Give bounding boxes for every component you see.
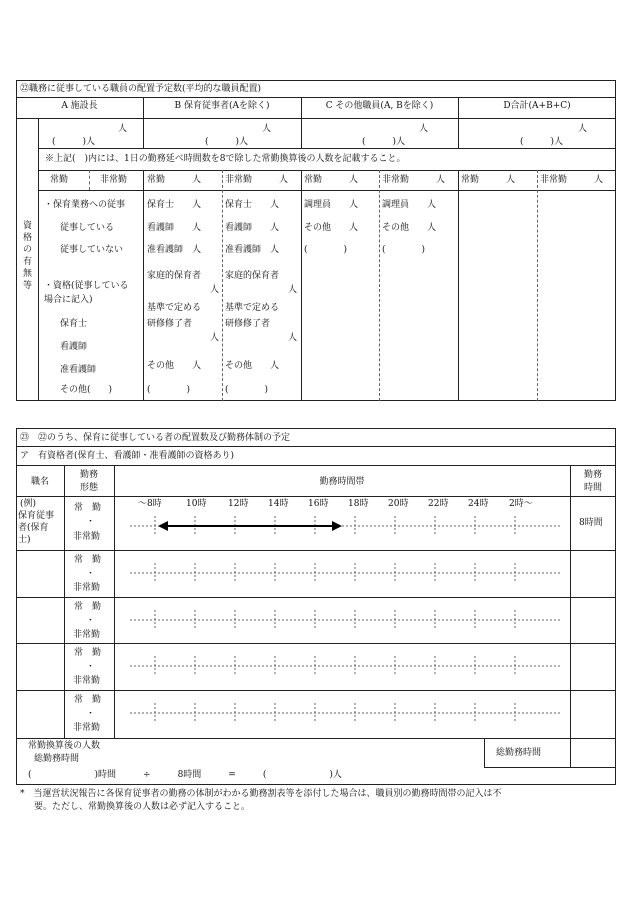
divider — [16, 446, 616, 447]
col-a-header: A 施設長 — [61, 101, 98, 111]
b-h-line-4: 人 — [288, 285, 298, 295]
conv-label-1: 常勤換算後の人数 — [28, 741, 101, 751]
col-line — [301, 170, 302, 401]
a-hijoukin: 非常勤 — [100, 175, 128, 185]
row3-form-2: 非常勤 — [73, 630, 101, 640]
c-h-line-2: ( ) — [382, 245, 426, 255]
divider — [16, 118, 616, 119]
header-hours-2: 時間 — [583, 483, 602, 493]
row5-form-2: 非常勤 — [73, 723, 101, 733]
col-line — [570, 465, 571, 738]
time-label: ～8時 — [138, 499, 162, 509]
time-label: 14時 — [268, 499, 289, 509]
section2-title: ㉓ ㉒のうち、保育に従事している者の配置数及び勤務体制の予定 — [20, 433, 291, 443]
time-label: 2時～ — [509, 499, 533, 509]
conv-label-2: 総勤務時間 — [34, 754, 80, 764]
dash-line — [379, 170, 380, 401]
row1-form-0: 常 勤 — [74, 503, 102, 513]
left-line-0: ・保育業務への従事 — [44, 200, 126, 210]
row2-form-2: 非常勤 — [73, 583, 101, 593]
example-job-1: 保育従事 — [18, 511, 55, 521]
footnote-line-1: * 当運営状況報告に各保育従事者の勤務の体制がわかる勤務割表等を添付した場合は、職員別の勤務時間帯の記入は不 — [20, 789, 502, 799]
row5-form-1: ・ — [86, 709, 96, 719]
col-line — [570, 738, 571, 768]
left-line-7: 准看護師 — [60, 365, 97, 375]
count-a-nin: 人 — [118, 124, 128, 134]
left-line-6: 看護師 — [60, 342, 88, 352]
section1-title: ㉒職務に従事している職員の配置予定数(平均的な職員配置) — [20, 84, 262, 94]
d-hijoukin: 非常勤 人 — [540, 175, 604, 185]
divider — [38, 170, 616, 171]
count-b-paren: ( )人 — [205, 137, 249, 147]
c-h-line-0: 調理員 人 — [382, 200, 437, 210]
conversion-formula: ( )時間 ÷ 8時間 = ( )人 — [28, 770, 342, 780]
row3-form-0: 常 勤 — [74, 602, 102, 612]
b-j-line-8: その他 人 — [147, 361, 202, 371]
time-label: 24時 — [468, 499, 489, 509]
divider — [38, 190, 616, 191]
b-j-line-4: 人 — [210, 285, 220, 295]
col-c-header: C その他職員(A, Bを除く) — [325, 101, 434, 111]
total-hours-label: 総勤務時間 — [496, 748, 542, 758]
section1-frame — [16, 80, 616, 401]
count-c-paren: ( )人 — [362, 137, 406, 147]
count-c-nin: 人 — [419, 124, 429, 134]
b-h-line-7: 人 — [288, 333, 298, 343]
b-joukin: 常勤 人 — [147, 175, 202, 185]
col-line — [458, 97, 459, 148]
b-j-line-1: 看護師 人 — [147, 223, 202, 233]
note-text: ※上記( )内には、1日の勤務延べ時間数を8で除した常勤換算後の人数を記載すること。 — [45, 154, 406, 164]
row4-form-1: ・ — [86, 662, 96, 672]
example-hours: 8時間 — [579, 518, 603, 528]
row4-form-2: 非常勤 — [73, 676, 101, 686]
b-h-line-5: 基準で定める — [225, 303, 280, 313]
side-col-line — [38, 118, 39, 401]
example-job-2: 者(保育 — [18, 523, 49, 533]
footnote-line-2: 要。ただし、常勤換算後の人数は必ず記入すること。 — [34, 802, 251, 812]
c-joukin: 常勤 人 — [304, 175, 359, 185]
header-form-2: 形態 — [79, 483, 98, 493]
b-j-line-7: 人 — [210, 333, 220, 343]
c-j-line-2: ( ) — [304, 245, 348, 255]
col-line — [143, 97, 144, 148]
b-hijoukin: 非常勤 人 — [225, 175, 289, 185]
header-time-band: 勤務時間帯 — [319, 477, 365, 487]
header-job: 職名 — [30, 477, 49, 487]
b-j-line-3: 家庭的保育者 — [147, 271, 202, 281]
row5-form-0: 常 勤 — [74, 695, 102, 705]
left-line-2: 従事していない — [60, 245, 124, 255]
c-h-line-1: その他 人 — [382, 223, 437, 233]
section2-subtitle: ア 有資格者(保育士、看護師・准看護師の資格あり) — [20, 451, 235, 461]
qualification-side-label: 資格の有無等 — [21, 220, 31, 292]
b-h-line-3: 家庭的保育者 — [225, 271, 280, 281]
left-line-4: 場合に記入) — [44, 295, 93, 305]
col-line — [143, 170, 144, 401]
time-label: 10時 — [186, 499, 207, 509]
b-h-line-1: 看護師 人 — [225, 223, 280, 233]
example-shift-arrow — [158, 521, 342, 531]
time-label: 12時 — [228, 499, 249, 509]
dash-line — [222, 170, 223, 401]
col-b-header: B 保育従事者(Aを除く) — [174, 101, 270, 111]
col-line — [64, 465, 65, 738]
row1-form-2: 非常勤 — [73, 532, 101, 542]
left-line-8: その他( ) — [60, 385, 113, 395]
row3-form-1: ・ — [86, 616, 96, 626]
b-h-line-6: 研修修了者 — [225, 319, 271, 329]
b-h-line-2: 准看護師 人 — [225, 245, 280, 255]
time-label: 16時 — [308, 499, 329, 509]
dash-line — [89, 170, 90, 190]
count-d-nin: 人 — [578, 124, 588, 134]
left-line-5: 保育士 — [60, 319, 88, 329]
col-line — [458, 170, 459, 401]
count-a-paren: ( )人 — [52, 137, 96, 147]
b-h-line-8: その他 人 — [225, 361, 280, 371]
col-line — [301, 97, 302, 148]
header-form-1: 勤務 — [79, 470, 98, 480]
b-j-line-9: ( ) — [147, 385, 191, 395]
left-line-3: ・資格(従事している — [44, 281, 129, 291]
col-d-header: D合計(A+B+C) — [503, 101, 571, 111]
b-j-line-0: 保育士 人 — [147, 200, 202, 210]
row4-form-0: 常 勤 — [74, 648, 102, 658]
header-hours-1: 勤務 — [583, 470, 602, 480]
a-joukin: 常勤 — [50, 175, 69, 185]
example-job-0: (例) — [20, 499, 37, 509]
d-joukin: 常勤 人 — [461, 175, 516, 185]
b-j-line-2: 准看護師 人 — [147, 245, 202, 255]
timeline-grid — [114, 496, 570, 738]
count-d-paren: ( )人 — [520, 137, 564, 147]
row2-form-0: 常 勤 — [74, 555, 102, 565]
row2-form-1: ・ — [86, 569, 96, 579]
time-label: 20時 — [388, 499, 409, 509]
row1-form-1: ・ — [86, 517, 96, 527]
count-b-nin: 人 — [262, 124, 272, 134]
c-j-line-0: 調理員 人 — [304, 200, 359, 210]
b-j-line-5: 基準で定める — [147, 303, 202, 313]
divider — [16, 97, 616, 98]
c-j-line-1: その他 人 — [304, 223, 359, 233]
c-hijoukin: 非常勤 人 — [382, 175, 446, 185]
b-h-line-9: ( ) — [225, 385, 269, 395]
time-label: 18時 — [348, 499, 369, 509]
divider — [38, 148, 616, 149]
time-label: 22時 — [428, 499, 449, 509]
divider — [16, 465, 616, 466]
left-line-1: 従事している — [60, 223, 115, 233]
dash-line — [537, 170, 538, 401]
b-h-line-0: 保育士 人 — [225, 200, 280, 210]
b-j-line-6: 研修修了者 — [147, 319, 193, 329]
example-job-3: 士) — [18, 535, 31, 545]
